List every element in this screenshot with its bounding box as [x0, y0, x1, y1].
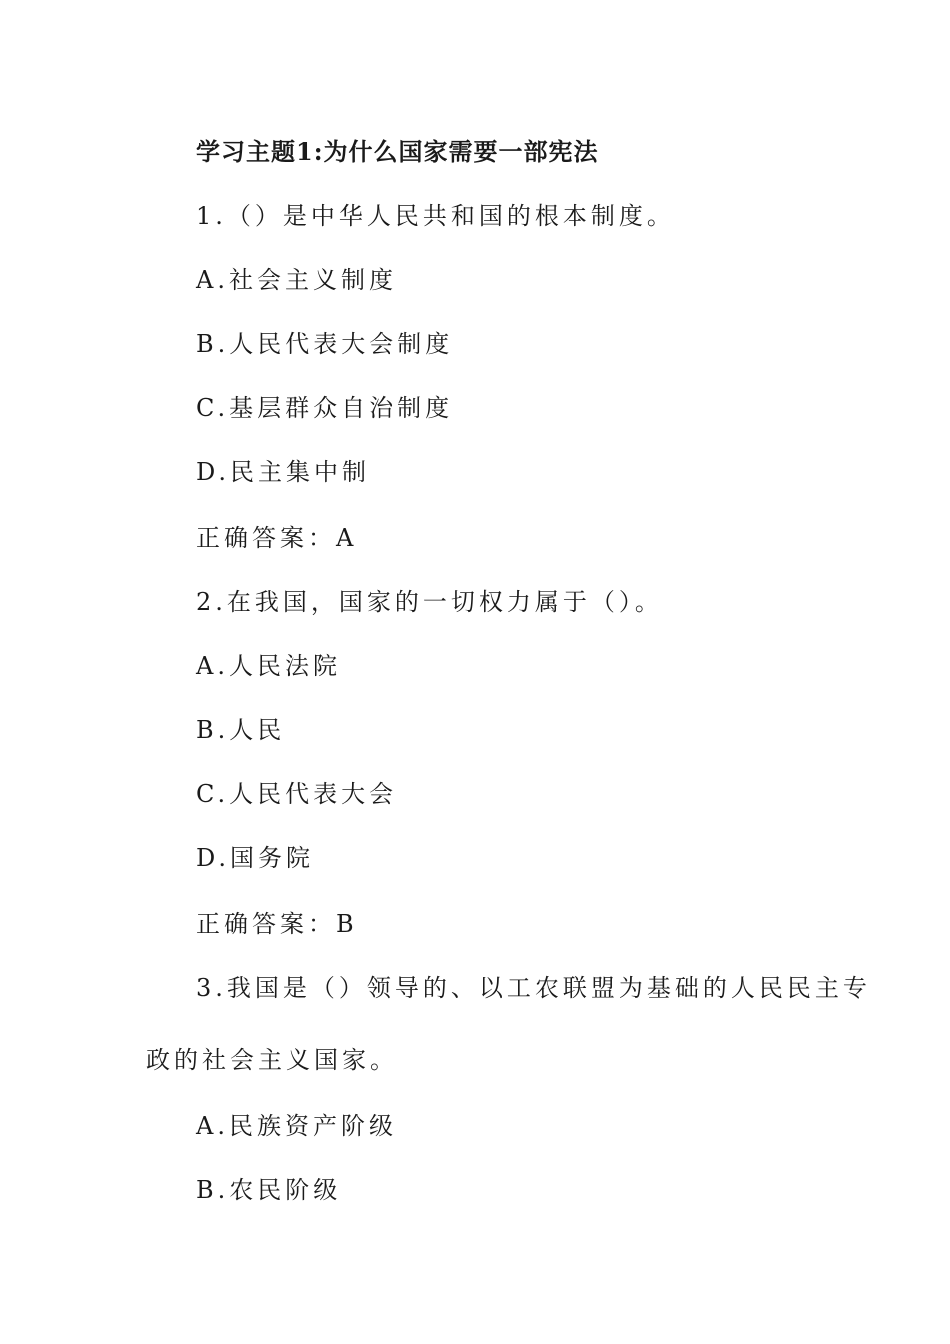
question-1-option-c: C.基层群众自治制度: [196, 394, 454, 422]
question-3-option-a: A.民族资产阶级: [196, 1112, 397, 1140]
question-2-answer: 正确答案：B: [196, 910, 358, 938]
question-2-option-c: C.人民代表大会: [196, 780, 398, 808]
question-2-option-a: A.人民法院: [196, 652, 341, 680]
question-2-option-d: D.国务院: [196, 844, 315, 872]
question-2-option-b: B.人民: [196, 716, 286, 744]
question-3-stem-line-2: 政的社会主义国家。: [146, 1046, 398, 1074]
question-1-answer: 正确答案：A: [196, 524, 358, 552]
question-2-stem: 2.在我国，国家的一切权力属于（）。: [196, 588, 663, 616]
question-3-stem-line-1: 3.我国是（）领导的、以工农联盟为基础的人民民主专: [196, 974, 871, 1002]
question-1-option-d: D.民主集中制: [196, 458, 371, 486]
question-1-option-b: B.人民代表大会制度: [196, 330, 454, 358]
question-1-option-a: A.社会主义制度: [196, 266, 397, 294]
question-1-stem: 1.（）是中华人民共和国的根本制度。: [196, 202, 675, 230]
question-3-option-b: B.农民阶级: [196, 1176, 342, 1204]
section-title: 学习主题1:为什么国家需要一部宪法: [196, 137, 599, 166]
